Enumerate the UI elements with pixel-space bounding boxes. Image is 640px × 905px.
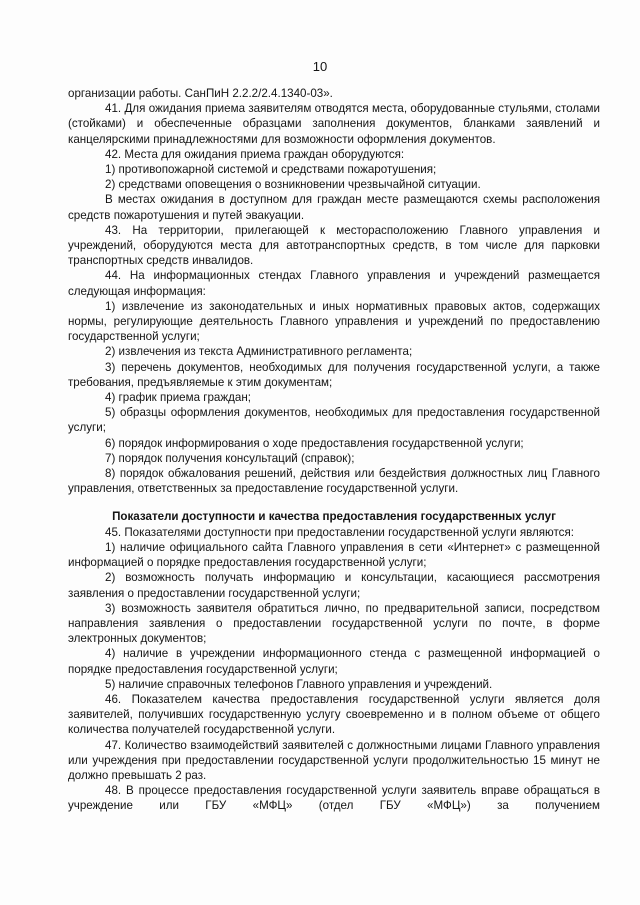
paragraph: 6) порядок информирования о ходе предоставления государственной услуги; — [105, 436, 524, 450]
paragraph: 1) противопожарной системой и средствами пожаротушения; — [105, 163, 437, 177]
paragraph: 1) извлечение из законодательных и иных нормативных правовых актов, содержащих нормы, регулирующие деятельность Главного управления и учреждений по предоставлению государственной услуги; — [68, 299, 600, 344]
paragraphs-after-heading — [68, 525, 600, 814]
paragraph: 5) образцы оформления документов, необходимых для предоставления государственной услуги; — [68, 406, 600, 435]
paragraph: 41. Для ожидания приема заявителям отводятся места, оборудованные стульями, столами (стойками) и обеспеченные образцами заполнения документов, бланками заявлений и канцелярскими принадлежностями для возможности оформления документов. — [68, 102, 600, 146]
paragraph: 45. Показателями доступности при предоставлении государственной услуги являются: — [105, 525, 574, 539]
paragraph: 4) график приема граждан; — [105, 391, 251, 405]
paragraph: 44. На информационных стендах Главного управления и учреждений размещается следующая информация: — [68, 269, 600, 298]
paragraph: 4) наличие в учреждении информационного стенда с размещенной информацией о порядке предоставления государственной услуги; — [68, 647, 600, 676]
paragraph: 48. В процессе предоставления государственной услуги заявитель вправе обращаться в учреждение или ГБУ «МФЦ» (отдел ГБУ «МФЦ») за получением — [68, 784, 600, 813]
paragraph: 2) средствами оповещения о возникновении чрезвычайной ситуации. — [105, 178, 481, 192]
paragraph: организации работы. СанПиН 2.2.2/2.4.1340-03». — [68, 87, 333, 100]
paragraph: 8) порядок обжалования решений, действия или бездействия должностных лиц Главного управления, ответственных за предоставление государственной услуги. — [68, 467, 600, 496]
document-body — [68, 86, 600, 814]
paragraph: 2) возможность получать информацию и консультации, касающиеся рассмотрения заявления о предоставлении государственной услуги; — [68, 571, 600, 600]
paragraph: 7) порядок получения консультаций (справок); — [105, 451, 355, 465]
section-heading: Показатели доступности и качества предоставления государственных услуг — [112, 510, 556, 524]
paragraph: 3) возможность заявителя обратиться лично, по предварительной записи, посредством направления заявления о предоставлении государственной услуги по почте, в форме электронных документов; — [68, 601, 600, 646]
paragraph: 2) извлечения из текста Административного регламента; — [105, 345, 413, 359]
paragraph: 43. На территории, прилегающей к месторасположению Главного управления и учреждений, оборудуются места для автотранспортных средств, в том числе для парковки транспортных средств инвалидов. — [68, 223, 600, 268]
paragraph: 47. Количество взаимодействий заявителей с должностными лицами Главного управления или учреждения при предоставлении государственной услуги продолжительностью 15 минут не должно превышать 2 раз. — [68, 738, 600, 782]
paragraph: 42. Места для ожидания приема граждан оборудуются: — [105, 147, 405, 161]
paragraphs-before-heading — [68, 86, 600, 496]
paragraph: В местах ожидания в доступном для граждан месте размещаются схемы расположения средств пожаротушения и путей эвакуации. — [68, 193, 600, 222]
paragraph: 3) перечень документов, необходимых для получения государственной услуги, а также требования, предъявляемые к этим документам; — [68, 360, 600, 389]
paragraph: 46. Показателем качества предоставления государственной услуги является доля заявителей, получивших государственную услугу своевременно и в полном объеме от общего количества получателей государственной услуги. — [68, 692, 600, 737]
paragraph: 5) наличие справочных телефонов Главного управления и учреждений. — [105, 677, 493, 691]
page-number: 10 — [312, 59, 328, 74]
paragraph: 1) наличие официального сайта Главного управления в сети «Интернет» с размещенной информацией о порядке предоставления государственной услуги; — [68, 540, 600, 570]
